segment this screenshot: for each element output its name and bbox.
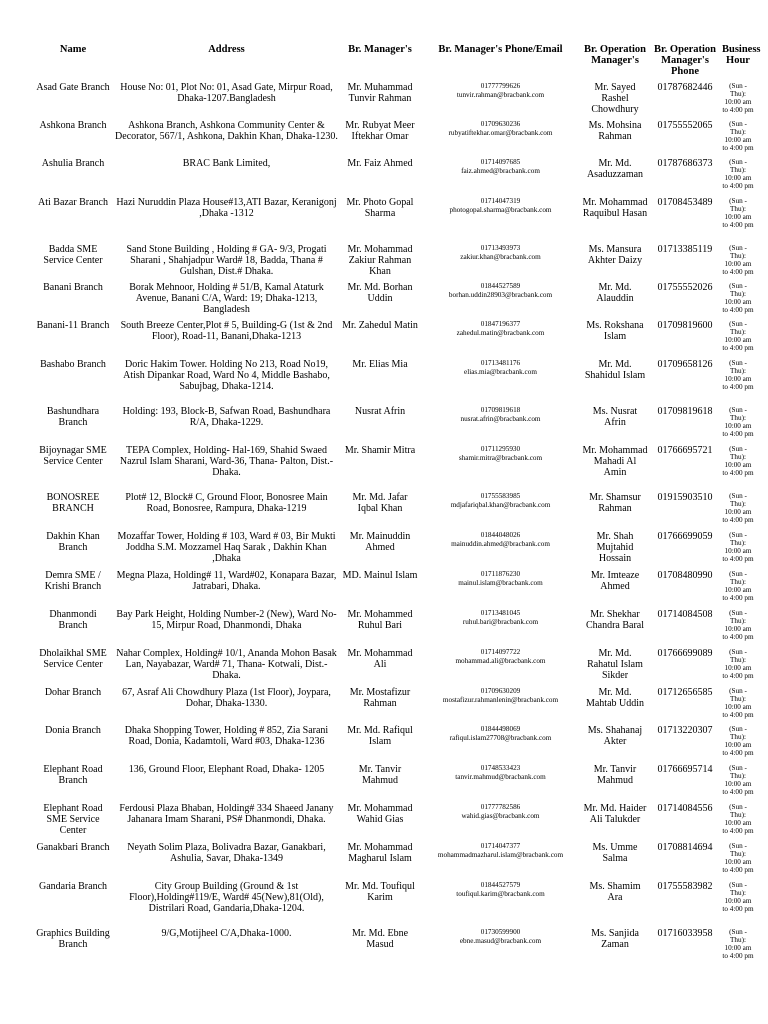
manager-phone: 01844048026 bbox=[480, 531, 521, 539]
branch-name: Gandaria Branch bbox=[38, 881, 108, 892]
branch-name: Ashkona Branch bbox=[39, 120, 107, 131]
header-operation-manager-phone: Br. Operation Manager's Phone bbox=[653, 44, 717, 77]
business-hour: (Sun - Thu): 10:00 am to 4:00 pm bbox=[722, 445, 754, 477]
table-row bbox=[33, 724, 755, 763]
branch-name: Banani-11 Branch bbox=[36, 320, 110, 331]
branch-address: Nahar Complex, Holding# 10/1, Ananda Mohon Basak Lan, Nayabazar, Ward# 71, Thana- Kotwali, Dist.- Dhaka. bbox=[116, 648, 337, 681]
operation-manager-phone: 01766699059 bbox=[657, 531, 713, 542]
business-hour: (Sun - Thu): 10:00 am to 4:00 pm bbox=[722, 82, 754, 114]
business-hour: (Sun - Thu): 10:00 am to 4:00 pm bbox=[722, 120, 754, 152]
manager-contact bbox=[420, 119, 581, 157]
manager-contact bbox=[420, 358, 581, 405]
table-row bbox=[33, 119, 755, 157]
operation-manager-name: Ms. Sanjida Zaman bbox=[591, 928, 639, 950]
manager-contact bbox=[420, 243, 581, 281]
operation-manager-phone: 01716033958 bbox=[657, 928, 713, 939]
branch-name: Dohar Branch bbox=[44, 687, 102, 698]
business-hour: (Sun - Thu): 10:00 am to 4:00 pm bbox=[722, 803, 754, 835]
business-hour: (Sun - Thu): 10:00 am to 4:00 pm bbox=[722, 359, 754, 391]
table-row bbox=[33, 530, 755, 569]
manager-email[interactable]: zahedul.matin@bracbank.com bbox=[456, 329, 545, 337]
manager-contact bbox=[420, 444, 581, 491]
manager-contact bbox=[420, 802, 581, 841]
branch-address: House No: 01, Plot No: 01, Asad Gate, Mirpur Road, Dhaka-1207.Bangladesh bbox=[120, 82, 333, 104]
branch-address: Bay Park Height, Holding Number-2 (New), Ward No-15, Mirpur Road, Dhanmondi, Dhaka bbox=[116, 609, 337, 631]
operation-manager-phone: 01915903510 bbox=[657, 492, 713, 503]
operation-manager-phone: 01787682446 bbox=[657, 82, 713, 93]
manager-phone: 01714047319 bbox=[480, 197, 521, 205]
branch-name: Bashabo Branch bbox=[40, 359, 106, 370]
manager-email[interactable]: shamir.mitra@bracbank.com bbox=[458, 454, 543, 462]
branch-address: Sand Stone Building , Holding # GA- 9/3, Progati Sharani , Shahjadpur Ward# 18, Badda, Thana # Gulshan, Dist.# Dhaka. bbox=[126, 244, 327, 277]
manager-name: Nusrat Afrin bbox=[354, 406, 406, 417]
operation-manager-phone: 01713220307 bbox=[657, 725, 713, 736]
branch-address: Ashkona Branch, Ashkona Community Center & Decorator, 567/1, Ashkona, Dakhin Khan, Dhaka-1230. bbox=[115, 120, 338, 142]
table-row bbox=[33, 880, 755, 927]
table-row bbox=[33, 608, 755, 647]
operation-manager-name: Ms. Shahanaj Akter bbox=[587, 725, 643, 747]
manager-email[interactable]: mainul.islam@bracbank.com bbox=[458, 579, 543, 587]
manager-email[interactable]: mohammadmazharul.islam@bracbank.com bbox=[437, 851, 564, 859]
branch-name: Bijoynagar SME Service Center bbox=[39, 445, 107, 467]
manager-name: Mr. Zahedul Matin bbox=[342, 320, 418, 331]
branch-name: Bashundhara Branch bbox=[46, 406, 100, 428]
manager-name: Mr. Shamir Mitra bbox=[344, 445, 416, 456]
manager-name: Mr. Rubyat Meer Iftekhar Omar bbox=[345, 120, 415, 142]
branch-name: Elephant Road Branch bbox=[43, 764, 103, 786]
manager-name: Mr. Mostafizur Rahman bbox=[349, 687, 411, 709]
manager-email[interactable]: photogopal.sharma@bracbank.com bbox=[449, 206, 552, 214]
manager-email[interactable]: faiz.ahmed@bracbank.com bbox=[461, 167, 540, 175]
manager-name: Mr. Mainuddin Ahmed bbox=[349, 531, 411, 553]
manager-name: Mr. Mohammad Zakiur Rahman Khan bbox=[347, 244, 413, 277]
manager-name: Mr. Md. Borhan Uddin bbox=[347, 282, 413, 304]
operation-manager-name: Mr. Imteaze Ahmed bbox=[590, 570, 640, 592]
manager-phone: 01748533423 bbox=[480, 764, 521, 772]
operation-manager-name: Mr. Tanvir Mahmud bbox=[593, 764, 637, 786]
manager-name: Mr. Md. Toufiqul Karim bbox=[345, 881, 415, 903]
manager-name: Mr. Tanvir Mahmud bbox=[358, 764, 402, 786]
manager-phone: 01777799626 bbox=[480, 82, 521, 90]
branch-address: City Group Building (Ground & 1st Floor),Holding#119/E, Ward# 45(New),81(Old), Distrilari Road, Gandaria,Dhaka-1204. bbox=[129, 881, 324, 914]
branch-address: 9/G,Motijheel C/A,Dhaka-1000. bbox=[161, 928, 292, 939]
manager-phone: 01714097722 bbox=[480, 648, 521, 656]
manager-email[interactable]: ruhul.bari@bracbank.com bbox=[462, 618, 539, 626]
manager-phone: 01714047377 bbox=[480, 842, 521, 850]
table-row bbox=[33, 686, 755, 724]
operation-manager-name: Mr. Sayed Rashel Chowdhury bbox=[591, 82, 639, 115]
branch-address: Doric Hakim Tower. Holding No 213, Road No19, Atish Dipankar Road, Ward No 4, Middle Bashabo, Sabujbag, Dhaka-1214. bbox=[123, 359, 330, 392]
manager-contact bbox=[420, 530, 581, 569]
business-hour: (Sun - Thu): 10:00 am to 4:00 pm bbox=[722, 492, 754, 524]
business-hour: (Sun - Thu): 10:00 am to 4:00 pm bbox=[722, 197, 754, 229]
business-hour: (Sun - Thu): 10:00 am to 4:00 pm bbox=[722, 570, 754, 602]
operation-manager-name: Ms. Mohsina Rahman bbox=[588, 120, 642, 142]
table-row bbox=[33, 196, 755, 243]
manager-name: Mr. Mohammad Ali bbox=[347, 648, 413, 670]
manager-email[interactable]: rubyatiftekhar.omar@bracbank.com bbox=[448, 129, 553, 137]
operation-manager-phone: 01766695721 bbox=[657, 445, 713, 456]
manager-email[interactable]: ebne.masud@bracbank.com bbox=[459, 937, 542, 945]
branch-address: Ferdousi Plaza Bhaban, Holding# 334 Shaeed Janany Jahanara Imam Sharani, PS# Dhanmondi, Dhaka. bbox=[119, 803, 334, 825]
business-hour: (Sun - Thu): 10:00 am to 4:00 pm bbox=[722, 531, 754, 563]
manager-name: Mr. Md. Jafar Iqbal Khan bbox=[352, 492, 408, 514]
manager-phone: 01730599900 bbox=[480, 928, 521, 936]
table-row bbox=[33, 647, 755, 686]
branch-address: 67, Asraf Ali Chowdhury Plaza (1st Floor), Joypara, Dohar, Dhaka-1330. bbox=[122, 687, 331, 709]
manager-contact bbox=[420, 880, 581, 927]
manager-phone: 01709819618 bbox=[480, 406, 521, 414]
operation-manager-name: Ms. Mansura Akhter Daizy bbox=[587, 244, 643, 266]
table-row bbox=[33, 81, 755, 119]
branch-address: 136, Ground Floor, Elephant Road, Dhaka- 1205 bbox=[128, 764, 325, 775]
table-row bbox=[33, 157, 755, 196]
operation-manager-phone: 01766699089 bbox=[657, 648, 713, 659]
table-row bbox=[33, 491, 755, 530]
business-hour: (Sun - Thu): 10:00 am to 4:00 pm bbox=[722, 687, 754, 719]
operation-manager-phone: 01787686373 bbox=[657, 158, 713, 169]
operation-manager-name: Ms. Rokshana Islam bbox=[586, 320, 644, 342]
table-row bbox=[33, 243, 755, 281]
manager-phone: 01844527589 bbox=[480, 282, 521, 290]
manager-phone: 01713493973 bbox=[480, 244, 521, 252]
manager-name: Mr. Mohammad Magharul Islam bbox=[347, 842, 413, 864]
operation-manager-name: Mr. Md. Alauddin bbox=[596, 282, 634, 304]
manager-contact bbox=[420, 281, 581, 319]
table-row bbox=[33, 319, 755, 358]
branch-name: Dhanmondi Branch bbox=[49, 609, 97, 631]
header-name: Name bbox=[59, 44, 87, 55]
branch-address: Hazi Nuruddin Plaza House#13,ATI Bazar, Keranigonj ,Dhaka -1312 bbox=[116, 197, 337, 219]
branch-address: Borak Mehnoor, Holding # 51/B, Kamal Ataturk Avenue, Banani C/A, Ward: 19; Dhaka-1213, Bangladesh bbox=[129, 282, 324, 315]
table-row bbox=[33, 763, 755, 802]
table-header-row bbox=[33, 40, 755, 81]
manager-contact bbox=[420, 686, 581, 724]
business-hour: (Sun - Thu): 10:00 am to 4:00 pm bbox=[722, 609, 754, 641]
header-operation-manager: Br. Operation Manager's bbox=[583, 44, 647, 66]
operation-manager-phone: 01714084556 bbox=[657, 803, 713, 814]
manager-email[interactable]: tunvir.rahman@bracbank.com bbox=[456, 91, 545, 99]
branch-address: Holding: 193, Block-B, Safwan Road, Bashundhara R/A, Dhaka-1229. bbox=[122, 406, 331, 428]
operation-manager-phone: 01708814694 bbox=[657, 842, 713, 853]
manager-email[interactable]: mohammad.ali@bracbank.com bbox=[455, 657, 546, 665]
manager-email[interactable]: tanvir.mahmud@bracbank.com bbox=[455, 773, 546, 781]
operation-manager-phone: 01766695714 bbox=[657, 764, 713, 775]
manager-email[interactable]: borhan.uddin28903@bracbank.com bbox=[448, 291, 553, 299]
manager-contact bbox=[420, 491, 581, 530]
operation-manager-phone: 01709658126 bbox=[657, 359, 713, 370]
operation-manager-name: Mr. Shah Mujtahid Hossain bbox=[596, 531, 634, 564]
operation-manager-phone: 01755583982 bbox=[657, 881, 713, 892]
table-row bbox=[33, 281, 755, 319]
operation-manager-name: Mr. Md. Mahtab Uddin bbox=[585, 687, 645, 709]
manager-contact bbox=[420, 841, 581, 880]
manager-name: Mr. Elias Mia bbox=[352, 359, 408, 370]
operation-manager-name: Ms. Nusrat Afrin bbox=[592, 406, 638, 428]
branch-name: Badda SME Service Center bbox=[43, 244, 103, 266]
manager-phone: 01777782586 bbox=[480, 803, 521, 811]
manager-email[interactable]: nusrat.afrin@bracbank.com bbox=[460, 415, 541, 423]
business-hour: (Sun - Thu): 10:00 am to 4:00 pm bbox=[722, 764, 754, 796]
operation-manager-name: Mr. Mohammad Mahadi Al Amin bbox=[582, 445, 648, 478]
manager-email[interactable]: toufiqul.karim@bracbank.com bbox=[456, 890, 545, 898]
branch-name: BONOSREE BRANCH bbox=[46, 492, 100, 514]
manager-contact bbox=[420, 647, 581, 686]
table-row bbox=[33, 802, 755, 841]
operation-manager-phone: 01713385119 bbox=[657, 244, 713, 255]
business-hour: (Sun - Thu): 10:00 am to 4:00 pm bbox=[722, 406, 754, 438]
manager-phone: 01844498069 bbox=[480, 725, 521, 733]
manager-email[interactable]: mainuddin.ahmed@bracbank.com bbox=[451, 540, 550, 548]
manager-contact bbox=[420, 319, 581, 358]
operation-manager-name: Ms. Umme Salma bbox=[592, 842, 638, 864]
operation-manager-phone: 01708453489 bbox=[657, 197, 713, 208]
manager-contact bbox=[420, 569, 581, 608]
operation-manager-phone: 01709819600 bbox=[657, 320, 713, 331]
manager-contact bbox=[420, 608, 581, 647]
manager-phone: 01709630209 bbox=[480, 687, 521, 695]
business-hour: (Sun - Thu): 10:00 am to 4:00 pm bbox=[722, 648, 754, 680]
manager-name: Mr. Photo Gopal Sharma bbox=[346, 197, 414, 219]
manager-name: Mr. Md. Rafiqul Islam bbox=[347, 725, 413, 747]
manager-phone: 01847196377 bbox=[480, 320, 521, 328]
branch-address: BRAC Bank Limited, bbox=[182, 158, 271, 169]
branch-name: Dholaikhal SME Service Center bbox=[39, 648, 107, 670]
manager-phone: 01713481045 bbox=[480, 609, 521, 617]
branch-name: Dakhin Khan Branch bbox=[46, 531, 100, 553]
manager-phone: 01709630236 bbox=[480, 120, 521, 128]
manager-contact bbox=[420, 724, 581, 763]
manager-name: Mr. Mohammed Ruhul Bari bbox=[347, 609, 413, 631]
branch-address: Mozaffar Tower, Holding # 103, Ward # 03, Bir Mukti Joddha S.M. Mozzamel Haq Sarak , Dakhin Khan ,Dhaka bbox=[117, 531, 336, 564]
operation-manager-name: Mr. Shekhar Chandra Baral bbox=[585, 609, 645, 631]
manager-name: MD. Mainul Islam bbox=[342, 570, 418, 581]
manager-name: Mr. Faiz Ahmed bbox=[347, 158, 413, 169]
manager-email[interactable]: zakiur.khan@bracbank.com bbox=[460, 253, 541, 261]
branch-name: Ganakbari Branch bbox=[36, 842, 110, 853]
branch-address: Neyath Solim Plaza, Bolivadra Bazar, Ganakbari, Ashulia, Savar, Dhaka-1349 bbox=[127, 842, 326, 864]
table-row bbox=[33, 405, 755, 444]
operation-manager-phone: 01712656585 bbox=[657, 687, 713, 698]
manager-phone: 01713481176 bbox=[480, 359, 521, 367]
branch-name: Ati Bazar Branch bbox=[38, 197, 108, 208]
business-hour: (Sun - Thu): 10:00 am to 4:00 pm bbox=[722, 842, 754, 874]
operation-manager-name: Mr. Shamsur Rahman bbox=[589, 492, 641, 514]
operation-manager-phone: 01755552065 bbox=[657, 120, 713, 131]
business-hour: (Sun - Thu): 10:00 am to 4:00 pm bbox=[722, 928, 754, 960]
manager-contact bbox=[420, 196, 581, 243]
manager-contact bbox=[420, 927, 581, 974]
operation-manager-name: Mr. Md. Shahidul Islam bbox=[584, 359, 646, 381]
table-row bbox=[33, 358, 755, 405]
manager-email[interactable]: elias.mia@bracbank.com bbox=[464, 368, 537, 376]
business-hour: (Sun - Thu): 10:00 am to 4:00 pm bbox=[722, 282, 754, 314]
manager-phone: 01714097685 bbox=[480, 158, 521, 166]
branch-name: Demra SME / Krishi Branch bbox=[44, 570, 102, 592]
operation-manager-name: Ms. Shamim Ara bbox=[589, 881, 641, 903]
operation-manager-name: Mr. Md. Haider Ali Talukder bbox=[583, 803, 647, 825]
branch-address: South Breeze Center,Plot # 5, Building-G (1st & 2nd Floor), Road-11, Banani,Dhaka-1213 bbox=[120, 320, 333, 342]
header-business-hour: Business Hour bbox=[722, 44, 761, 66]
branch-address: Plot# 12, Block# C, Ground Floor, Bonosree Main Road, Bonosree, Rampura, Dhaka-1219 bbox=[125, 492, 328, 514]
table-row bbox=[33, 841, 755, 880]
operation-manager-name: Mr. Md. Asaduzzaman bbox=[586, 158, 644, 180]
branch-address: Dhaka Shopping Tower, Holding # 852, Zia Sarani Road, Donia, Kadamtoli, Ward #03, Dhaka-1236 bbox=[124, 725, 329, 747]
business-hour: (Sun - Thu): 10:00 am to 4:00 pm bbox=[722, 158, 754, 190]
business-hour: (Sun - Thu): 10:00 am to 4:00 pm bbox=[722, 725, 754, 757]
operation-manager-name: Mr. Mohammad Raquibul Hasan bbox=[582, 197, 648, 219]
branch-name: Banani Branch bbox=[43, 282, 103, 293]
operation-manager-phone: 01714084508 bbox=[657, 609, 713, 620]
table-row bbox=[33, 444, 755, 491]
manager-phone: 01844527579 bbox=[480, 881, 521, 889]
manager-contact bbox=[420, 763, 581, 802]
manager-phone: 01755583985 bbox=[480, 492, 521, 500]
manager-name: Mr. Mohammad Wahid Gias bbox=[347, 803, 413, 825]
branch-name: Elephant Road SME Service Center bbox=[43, 803, 103, 836]
manager-contact bbox=[420, 405, 581, 444]
manager-email[interactable]: wahid.gias@bracbank.com bbox=[461, 812, 540, 820]
manager-email[interactable]: mdjafariqbal.khan@bracbank.com bbox=[450, 501, 551, 509]
branch-address: TEPA Complex, Holding- Hal-169, Shahid Swaed Nazrul Islam Sharani, Ward-36, Thana- Palton, Dist.- Dhaka. bbox=[119, 445, 334, 478]
branch-address: Megna Plaza, Holding# 11, Ward#02, Konapara Bazar, Jatrabari, Dhaka. bbox=[116, 570, 337, 592]
manager-phone: 01711876230 bbox=[480, 570, 521, 578]
manager-name: Mr. Muhammad Tunvir Rahman bbox=[347, 82, 413, 104]
branch-name: Asad Gate Branch bbox=[36, 82, 110, 93]
branch-name: Graphics Building Branch bbox=[36, 928, 110, 950]
manager-email[interactable]: rafiqul.islam27708@bracbank.com bbox=[449, 734, 552, 742]
operation-manager-name: Mr. Md. Rahatul Islam Sikder bbox=[587, 648, 643, 681]
branch-name: Donia Branch bbox=[45, 725, 101, 736]
branch-name: Ashulia Branch bbox=[41, 158, 105, 169]
operation-manager-phone: 01708480990 bbox=[657, 570, 713, 581]
manager-phone: 01711295930 bbox=[480, 445, 521, 453]
header-manager: Br. Manager's bbox=[348, 44, 412, 55]
manager-name: Mr. Md. Ebne Masud bbox=[351, 928, 409, 950]
manager-contact bbox=[420, 81, 581, 119]
manager-email[interactable]: mostafizur.rahmanlenin@bracbank.com bbox=[442, 696, 559, 704]
business-hour: (Sun - Thu): 10:00 am to 4:00 pm bbox=[722, 244, 754, 276]
table-row bbox=[33, 927, 755, 974]
header-address: Address bbox=[208, 44, 245, 55]
branch-table bbox=[33, 40, 761, 974]
business-hour: (Sun - Thu): 10:00 am to 4:00 pm bbox=[722, 320, 754, 352]
manager-contact bbox=[420, 157, 581, 196]
table-row bbox=[33, 569, 755, 608]
business-hour: (Sun - Thu): 10:00 am to 4:00 pm bbox=[722, 881, 754, 913]
header-manager-contact: Br. Manager's Phone/Email bbox=[438, 44, 563, 55]
operation-manager-phone: 01709819618 bbox=[657, 406, 713, 417]
operation-manager-phone: 01755552026 bbox=[657, 282, 713, 293]
